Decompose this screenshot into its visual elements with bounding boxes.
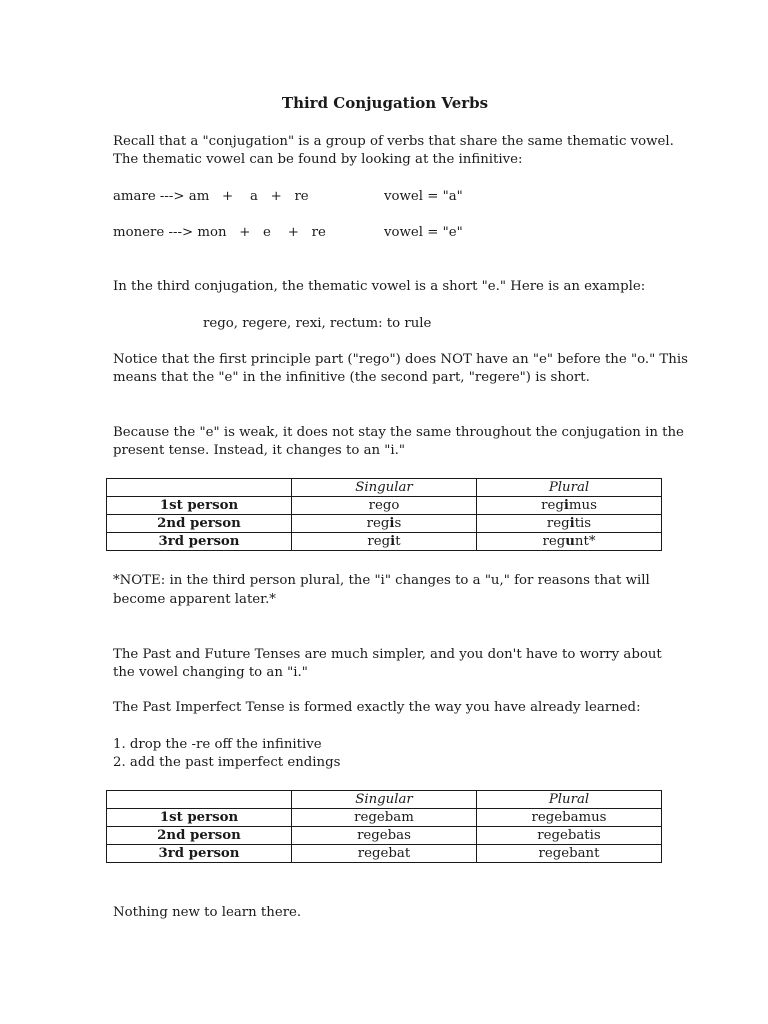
imperfect-intro: The Past Imperfect Tense is formed exactly the way you have already learned:	[113, 700, 641, 715]
step-1: 1. drop the -re off the infinitive	[113, 737, 322, 752]
table-header-row	[107, 791, 662, 809]
header-empty-cell	[107, 791, 292, 809]
notice-line-2: means that the "e" in the infinitive (the second part, "regere") is short.	[113, 370, 590, 385]
imperfect-tense-table	[106, 790, 662, 863]
intro-line-1: Recall that a "conjugation" is a group of verbs that share the same thematic vowel.	[113, 134, 674, 149]
table-row	[107, 533, 662, 551]
table-row	[107, 845, 662, 863]
example-monere-vowel: vowel = "e"	[384, 225, 463, 240]
singular-form: regebas	[292, 827, 477, 845]
person-label: 3rd person	[107, 845, 292, 863]
changed-vowel: i	[569, 516, 575, 531]
table-row	[107, 515, 662, 533]
person-label: 1st person	[107, 809, 292, 827]
plural-form: regebamus	[477, 809, 662, 827]
changed-vowel: i	[563, 498, 569, 513]
header-empty-cell	[107, 479, 292, 497]
plural-form: regimus	[477, 497, 662, 515]
example-monere-breakdown: monere ---> mon + e + re	[113, 225, 326, 240]
note-line-1: *NOTE: in the third person plural, the "i" changes to a "u," for reasons that will	[113, 573, 650, 588]
table-header-row	[107, 479, 662, 497]
table-row	[107, 827, 662, 845]
plural-form: regitis	[477, 515, 662, 533]
example-verb: rego, regere, rexi, rectum: to rule	[203, 316, 432, 331]
present-tense-table	[106, 478, 662, 551]
changed-vowel: u	[565, 534, 575, 549]
example-amare-vowel: vowel = "a"	[384, 189, 463, 204]
intro-line-2: The thematic vowel can be found by looking at the infinitive:	[113, 152, 523, 167]
plural-form: regebatis	[477, 827, 662, 845]
step-2: 2. add the past imperfect endings	[113, 755, 341, 770]
changed-vowel: i	[389, 516, 395, 531]
singular-form: regis	[292, 515, 477, 533]
header-plural: Plural	[477, 479, 662, 497]
past-future-line-1: The Past and Future Tenses are much simpler, and you don't have to worry about	[113, 647, 662, 662]
header-singular: Singular	[292, 791, 477, 809]
third-conjugation-intro: In the third conjugation, the thematic vowel is a short "e." Here is an example:	[113, 279, 646, 294]
changed-vowel: i	[390, 534, 396, 549]
singular-form: regit	[292, 533, 477, 551]
closing-line: Nothing new to learn there.	[113, 905, 302, 920]
past-future-line-2: the vowel changing to an "i."	[113, 665, 308, 680]
singular-form: regebam	[292, 809, 477, 827]
plural-form: regebant	[477, 845, 662, 863]
person-label: 2nd person	[107, 827, 292, 845]
singular-form: rego	[292, 497, 477, 515]
note-line-2: become apparent later.*	[113, 592, 276, 607]
example-amare-breakdown: amare ---> am + a + re	[113, 189, 309, 204]
person-label: 1st person	[107, 497, 292, 515]
table-row	[107, 809, 662, 827]
table-row	[107, 497, 662, 515]
page-title: Third Conjugation Verbs	[281, 94, 489, 112]
because-line-1: Because the "e" is weak, it does not stay the same throughout the conjugation in the	[113, 425, 684, 440]
because-line-2: present tense. Instead, it changes to an "i."	[113, 443, 405, 458]
header-plural: Plural	[477, 791, 662, 809]
singular-form: regebat	[292, 845, 477, 863]
notice-line-1: Notice that the first principle part ("rego") does NOT have an "e" before the "o." This	[113, 352, 688, 367]
plural-form: regunt*	[477, 533, 662, 551]
header-singular: Singular	[292, 479, 477, 497]
person-label: 2nd person	[107, 515, 292, 533]
person-label: 3rd person	[107, 533, 292, 551]
